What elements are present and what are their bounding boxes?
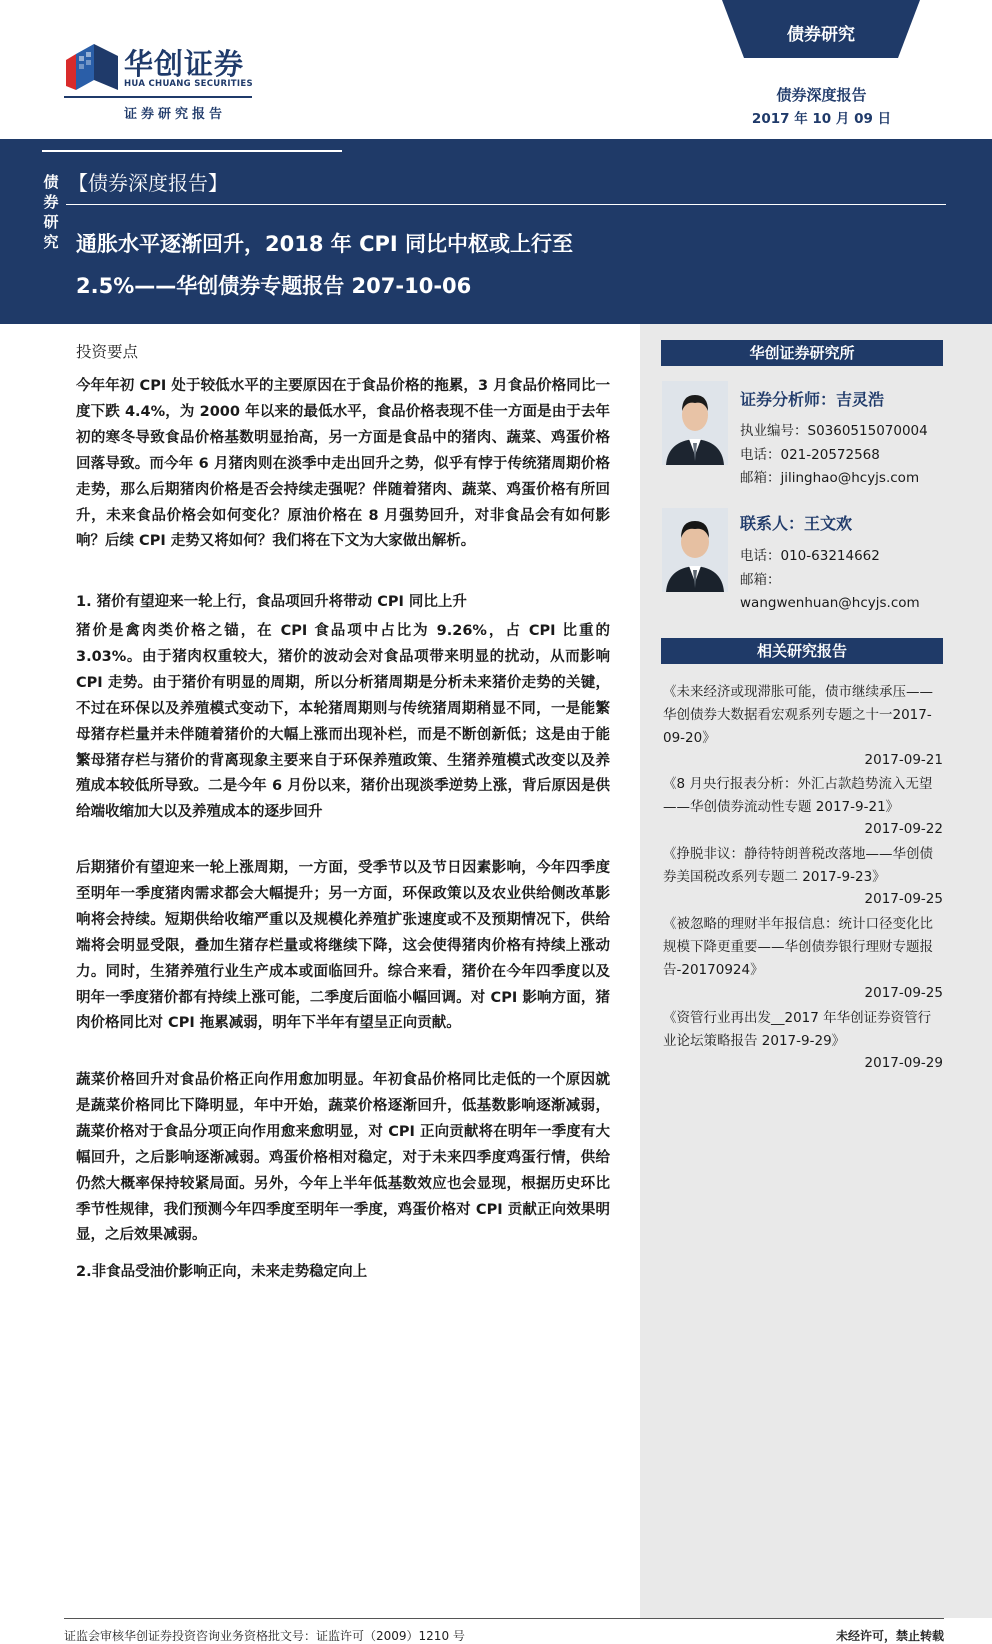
- analyst-license: 执业编号：S0360515070004: [740, 423, 928, 439]
- point1-heading: 1. 猪价有望迎来一轮上行，食品项回升将带动 CPI 同比上升: [76, 594, 467, 610]
- section-title: 投资要点: [76, 343, 139, 361]
- related-report-title[interactable]: 《8 月央行报表分析：外汇占款趋势流入无望——华创债券流动性专题 2017-9-21》: [663, 776, 933, 815]
- related-report-title[interactable]: 《被忽略的理财半年报信息：统计口径变化比规模下降更重要——华创债券银行理财专题报告-20170924》: [663, 916, 933, 978]
- logo-divider: [64, 96, 252, 98]
- footer-license: 证监会审核华创证券投资咨询业务资格批文号：证监许可（2009）1210 号: [64, 1629, 465, 1643]
- contact-portrait-icon: [662, 508, 728, 592]
- company-name: 华创证券: [124, 47, 245, 81]
- institute-title-bar: 华创证券研究所: [661, 340, 943, 366]
- related-report-title[interactable]: 《挣脱非议：静待特朗普税改落地——华创债券美国税改系列专题二 2017-9-23》: [663, 846, 933, 885]
- related-report-date: 2017-09-25: [864, 891, 943, 907]
- related-reports-title-bar: 相关研究报告: [661, 638, 943, 664]
- report-date: 2017 年 10 月 09 日: [751, 111, 892, 127]
- related-report-date: 2017-09-29: [864, 1055, 943, 1071]
- related-report-date: 2017-09-22: [864, 821, 943, 837]
- report-tag: 【债券深度报告】: [68, 171, 228, 195]
- category-tab-label: 债券研究: [787, 25, 855, 45]
- analyst-photo: [662, 381, 728, 465]
- report-title-line2: 2.5%——华创债券专题报告 207-10-06: [76, 274, 472, 298]
- related-report-title[interactable]: 《资管行业再出发__2017 年华创证券资管行业论坛策略报告 2017-9-29》: [663, 1010, 932, 1049]
- point1-paragraph-3: 蔬菜价格回升对食品价格正向作用愈加明显。年初食品价格同比走低的一个原因就是蔬菜价格同比下降明显，年中开始，蔬菜价格逐渐回升，低基数影响逐渐减弱，蔬菜价格对于食品分项正向作用愈来愈明显，对 CPI 正向贡献将在明年一季度有大幅回升，之后影响逐渐减弱。鸡蛋价格相对稳定，对于未来四季度鸡蛋行情，供给仍然大概率保持较紧局面。另外，今年上半年低基数效应也会显现，根据历史环比季节性规律，我们预测今年四季度至明年一季度，鸡蛋价格对 CPI 贡献正向效果明显，之后效果减弱。: [76, 1072, 610, 1244]
- analyst-phone: 电话：021-20572568: [740, 447, 880, 463]
- contact-email[interactable]: wangwenhuan@hcyjs.com: [740, 595, 920, 611]
- company-name-en: HUA CHUANG SECURITIES: [124, 79, 253, 89]
- analyst-portrait-icon: [662, 381, 728, 465]
- vertical-category-label: 债 券 研 究: [43, 173, 59, 251]
- point1-paragraph-1: 猪价是禽肉类价格之锚，在 CPI 食品项中占比为 9.26%，占 CPI 比重的 3.03%。由于猪肉权重较大，猪价的波动会对食品项带来明显的扰动，从而影响 CPI 走势。由于猪价有明显的周期，所以分析猪周期是分析未来猪价走势的关键，不过在环保以及养殖模式变动下，本轮猪周期则与传统猪周期稍显不同，一是能繁母猪存栏量并未伴随着猪价的大幅上涨而出现补栏，而是不断创新低；这是由于能繁母猪存栏与猪价的背离现象主要来自于环保养殖政策、生猪养殖模式改变以及养殖成本较低所导致。二是今年 6 月份以来，猪价出现淡季逆势上涨，背后原因是供给端收缩加大以及养殖成本的逐步回升: [76, 623, 610, 821]
- banner-mid-rule: [66, 204, 946, 205]
- analyst-name: 证券分析师：吉灵浩: [740, 390, 885, 409]
- report-title-line1: 通胀水平逐渐回升，2018 年 CPI 同比中枢或上行至: [76, 232, 573, 256]
- contact-name: 联系人：王文欢: [740, 514, 853, 533]
- report-type: 债券深度报告: [776, 86, 867, 104]
- related-report-title[interactable]: 《未来经济或现滞胀可能，债市继续承压——华创债券大数据看宏观系列专题之十一2017-09-20》: [663, 684, 933, 746]
- contact-photo: [662, 508, 728, 592]
- contact-phone: 电话：010-63214662: [740, 548, 880, 564]
- footer-notice: 未经许可，禁止转载: [835, 1629, 944, 1643]
- intro-paragraph: 今年年初 CPI 处于较低水平的主要原因在于食品价格的拖累，3 月食品价格同比一度下跌 4.4%，为 2000 年以来的最低水平，食品价格表现不佳一方面是由于去年初的寒冬导致食品价格基数明显抬高，另一方面是食品中的猪肉、蔬菜、鸡蛋价格回落导致。而今年 6 月猪肉则在淡季中走出回升之势，似乎有悖于传统猪周期价格走势，那么后期猪肉价格是否会持续走强呢？伴随着猪肉、蔬菜、鸡蛋价格有所回升，未来食品价格会如何变化？原油价格在 8 月强势回升，对非食品会有如何影响？后续 CPI 走势又将如何？我们将在下文为大家做出解析。: [76, 378, 610, 550]
- point2-heading: 2.非食品受油价影响正向，未来走势稳定向上: [76, 1264, 368, 1280]
- department-label: 证券研究报告: [124, 107, 227, 122]
- point1-paragraph-2: 后期猪价有望迎来一轮上涨周期，一方面，受季节以及节日因素影响，今年四季度至明年一季度猪肉需求都会大幅提升；另一方面，环保政策以及农业供给侧改革影响将会持续。短期供给收缩严重以及规模化养殖扩张速度或不及预期情况下，供给端将会明显受限，叠加生猪存栏量或将继续下降，这会使得猪肉价格有持续上涨动力。同时，生猪养殖行业生产成本或面临回升。综合来看，猪价在今年四季度以及明年一季度猪价都有持续上涨可能，二季度后面临小幅回调。对 CPI 影响方面，猪肉价格同比对 CPI 拖累减弱，明年下半年有望呈正向贡献。: [76, 860, 610, 1032]
- related-report-date: 2017-09-25: [864, 985, 943, 1001]
- company-logo-icon: [64, 42, 120, 92]
- footer-divider: [64, 1618, 944, 1619]
- contact-email-label: 邮箱：: [740, 572, 781, 588]
- related-report-date: 2017-09-21: [864, 752, 943, 768]
- analyst-email[interactable]: 邮箱：jilinghao@hcyjs.com: [740, 470, 920, 486]
- banner-top-rule: [42, 150, 342, 152]
